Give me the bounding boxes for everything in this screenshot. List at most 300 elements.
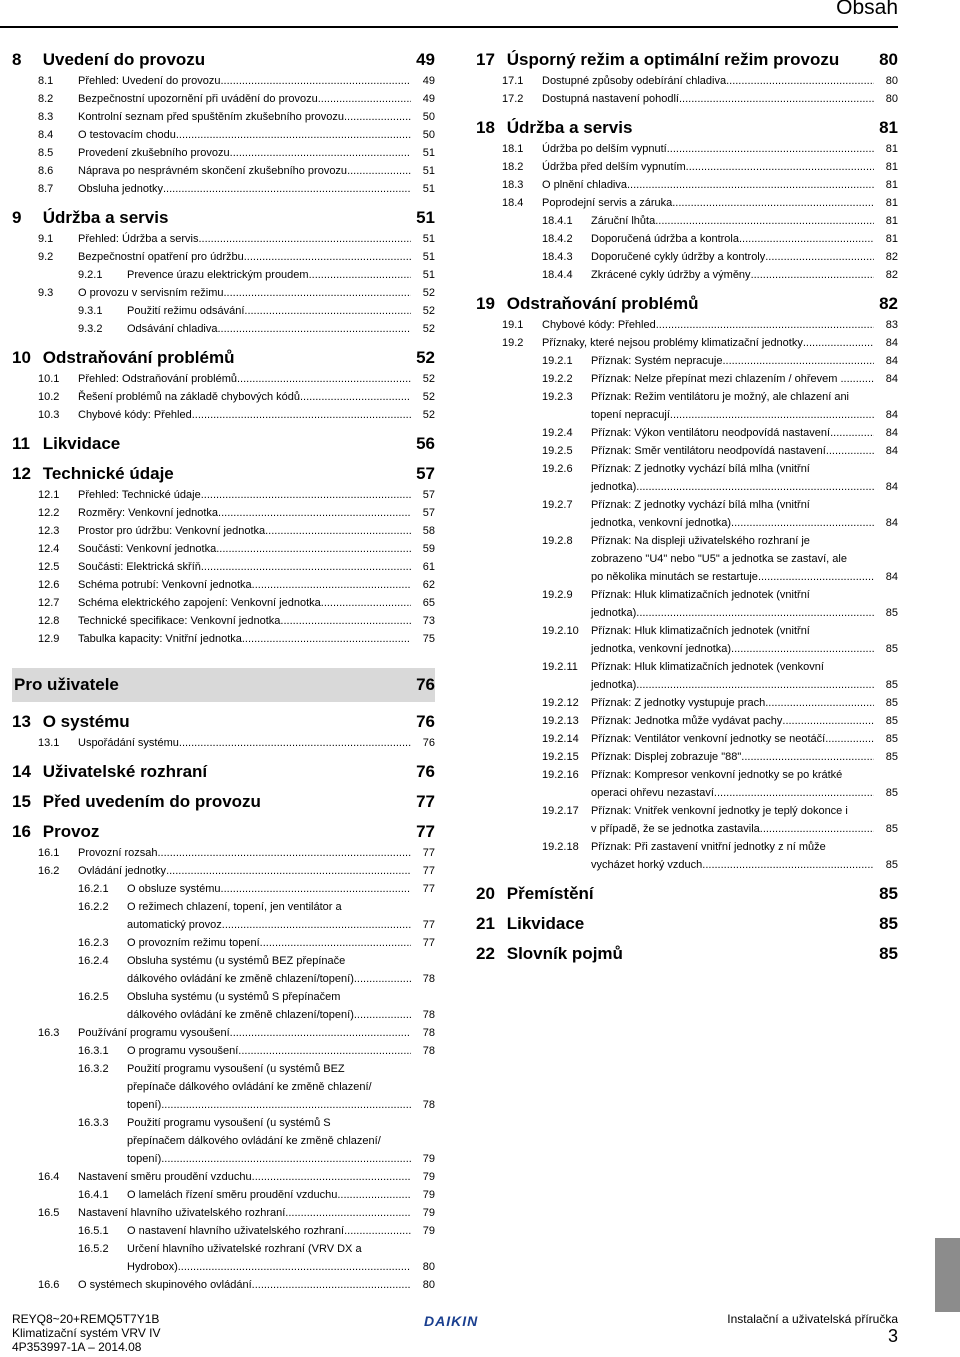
toc-chapter[interactable]	[12, 792, 435, 812]
toc-chapter-title: O systému	[42, 712, 130, 731]
toc-entry-number: 12.6	[38, 579, 60, 591]
toc-chapter[interactable]	[476, 294, 898, 314]
toc-page-number: 85	[885, 697, 898, 709]
toc-entry-body	[127, 952, 435, 988]
toc-entry-number: 19.2	[502, 337, 524, 349]
toc-entry-title: O testovacím chodu	[78, 129, 176, 141]
toc-entry[interactable]	[12, 1168, 435, 1186]
toc-entry[interactable]	[476, 748, 898, 766]
toc-entry-body	[127, 1042, 435, 1060]
toc-entry-number: 9.2.1	[78, 269, 103, 281]
toc-entry-number: 16.2.1	[78, 883, 109, 895]
toc-page-number: 77	[422, 919, 435, 931]
toc-entry-number: 19.2.2	[542, 373, 573, 385]
toc-entry-title: Tabulka kapacity: Vnitřní jednotka	[78, 633, 242, 645]
toc-entry-number: 18.2	[502, 161, 524, 173]
toc-page-number: 85	[885, 679, 898, 691]
toc-entry[interactable]	[12, 162, 435, 180]
toc-entry[interactable]	[12, 284, 435, 302]
toc-entry-body	[542, 90, 898, 108]
toc-entry-title: dálkového ovládání ke změně chlazení/topení)	[127, 973, 354, 985]
toc-entry-title: Uspořádání systému	[78, 737, 179, 749]
toc-chapter[interactable]	[476, 914, 898, 934]
toc-entry[interactable]	[12, 1204, 435, 1222]
toc-page-number: 81	[885, 197, 898, 209]
toc-chapter[interactable]	[12, 348, 435, 368]
dot-leader	[192, 406, 411, 424]
toc-entry-body	[542, 158, 898, 176]
dot-leader	[739, 230, 874, 248]
toc-chapter-heading	[14, 668, 119, 702]
toc-entry[interactable]	[12, 1276, 435, 1294]
footer-system: Klimatizační systém VRV IV	[12, 1326, 161, 1340]
toc-entry[interactable]	[12, 594, 435, 612]
toc-entry-body	[542, 194, 898, 212]
toc-entry-number: 16.3.1	[78, 1045, 109, 1057]
toc-entry-number: 19.2.18	[542, 841, 579, 853]
toc-entry-number: 10.2	[38, 391, 60, 403]
toc-entry[interactable]	[12, 72, 435, 90]
toc-entry[interactable]	[12, 952, 435, 988]
toc-page-number: 81	[885, 233, 898, 245]
dot-leader	[252, 1168, 411, 1186]
toc-entry-body	[591, 212, 898, 230]
toc-entry-line	[127, 970, 435, 988]
toc-entry-line: Obsluha systému (u systémů S přepínačem	[127, 991, 341, 1003]
toc-entry[interactable]	[12, 612, 435, 630]
toc-entry-body	[127, 1240, 435, 1276]
toc-entry-body	[78, 180, 435, 198]
toc-entry[interactable]	[12, 576, 435, 594]
toc-entry[interactable]	[476, 176, 898, 194]
dot-leader	[157, 844, 411, 862]
toc-entry-line	[591, 568, 898, 586]
toc-entry-title: topení)	[127, 1099, 162, 1111]
toc-entry-title: jednotka)	[591, 679, 637, 691]
toc-chapter-number: 8	[12, 50, 22, 69]
toc-entry-title: Doporučené cykly údržby a kontroly	[591, 251, 766, 263]
toc-page-number: 52	[422, 305, 435, 317]
toc-entry[interactable]	[12, 302, 435, 320]
toc-page-number: 84	[885, 427, 898, 439]
toc-entry[interactable]	[476, 838, 898, 874]
toc-entry-body	[78, 230, 435, 248]
toc-entry[interactable]	[476, 622, 898, 658]
toc-entry-body	[591, 370, 898, 388]
dot-leader	[163, 180, 411, 198]
toc-entry-number: 12.1	[38, 489, 60, 501]
toc-chapter-number: 14	[12, 762, 31, 781]
toc-entry-number: 16.3.2	[78, 1063, 109, 1075]
toc-page-number: 73	[422, 615, 435, 627]
toc-entry-body	[78, 486, 435, 504]
toc-entry-body	[127, 266, 435, 284]
toc-entry-title: Technické specifikace: Venkovní jednotka	[78, 615, 281, 627]
toc-page-number: 76	[422, 737, 435, 749]
toc-page-number: 84	[885, 571, 898, 583]
toc-entry-number: 8.7	[38, 183, 54, 195]
toc-entry-title: Bezpečnostní upozornění při uvádění do provozu	[78, 93, 318, 105]
toc-entry[interactable]	[12, 266, 435, 284]
toc-entry-body	[78, 734, 435, 752]
toc-entry[interactable]	[476, 730, 898, 748]
toc-chapter-title: Uvedení do provozu	[42, 50, 206, 69]
toc-entry[interactable]	[12, 388, 435, 406]
dot-leader	[826, 442, 874, 460]
dot-leader	[765, 248, 874, 266]
toc-entry[interactable]	[476, 424, 898, 442]
dot-leader	[230, 144, 411, 162]
toc-entry-number: 19.2.16	[542, 769, 579, 781]
dot-leader	[198, 230, 411, 248]
toc-entry[interactable]	[476, 230, 898, 248]
dot-leader	[179, 734, 411, 752]
toc-entry-body	[78, 284, 435, 302]
toc-entry-number: 18.3	[502, 179, 524, 191]
toc-entry-body	[78, 108, 435, 126]
toc-page-number: 79	[422, 1207, 435, 1219]
toc-chapter-heading	[476, 294, 698, 314]
dot-leader	[161, 1150, 411, 1168]
toc-entry[interactable]	[476, 442, 898, 460]
toc-entry-title: vycházet horký vzduch	[591, 859, 703, 871]
toc-entry-line: Příznak: Při zastavení vnitřní jednotky z ní může	[591, 841, 826, 853]
toc-page-number: 79	[422, 1171, 435, 1183]
toc-page-number: 50	[422, 129, 435, 141]
toc-entry-number: 16.2.4	[78, 955, 109, 967]
toc-entry-body	[591, 424, 898, 442]
toc-entry-body	[78, 1276, 435, 1294]
toc-entry[interactable]	[12, 1042, 435, 1060]
dot-leader	[344, 1222, 411, 1240]
toc-entry-title: Příznak: Výkon ventilátoru neodpovídá nastavení	[591, 427, 831, 439]
toc-entry-line	[591, 784, 898, 802]
toc-entry[interactable]	[12, 1024, 435, 1042]
toc-entry-body	[542, 334, 898, 352]
toc-entry-line: Určení hlavního uživatelské rozhraní (VRV DX a	[127, 1243, 362, 1255]
toc-entry[interactable]	[476, 90, 898, 108]
dot-leader	[679, 90, 874, 108]
toc-chapter[interactable]	[12, 208, 435, 228]
toc-entry-title: jednotka)	[591, 607, 637, 619]
toc-page-number: 49	[416, 50, 435, 69]
toc-entry[interactable]	[476, 352, 898, 370]
toc-page-number: 85	[879, 944, 898, 963]
toc-chapter-heading	[476, 118, 632, 138]
toc-entry[interactable]	[12, 230, 435, 248]
toc-entry[interactable]	[12, 880, 435, 898]
toc-entry-title: automatický provoz	[127, 919, 222, 931]
toc-entry[interactable]	[476, 266, 898, 284]
toc-entry[interactable]	[12, 862, 435, 880]
toc-page-number: 51	[422, 183, 435, 195]
toc-entry[interactable]	[12, 108, 435, 126]
toc-page-number: 81	[885, 143, 898, 155]
dot-leader	[722, 352, 874, 370]
toc-entry[interactable]	[476, 388, 898, 424]
toc-entry[interactable]	[12, 630, 435, 648]
toc-page-number: 82	[885, 269, 898, 281]
toc-entry-number: 16.2.3	[78, 937, 109, 949]
dot-leader	[731, 640, 874, 658]
toc-entry-line	[127, 1150, 435, 1168]
toc-chapter[interactable]	[476, 944, 898, 964]
dot-leader	[686, 158, 874, 176]
toc-entry-line	[591, 406, 898, 424]
dot-leader	[347, 162, 411, 180]
toc-entry-title: Nastavení směru proudění vzduchu	[78, 1171, 252, 1183]
toc-page-number: 79	[422, 1225, 435, 1237]
toc-page-number: 78	[422, 1045, 435, 1057]
toc-entry-title: O systémech skupinového ovládání	[78, 1279, 252, 1291]
toc-page-number: 51	[422, 165, 435, 177]
dot-leader	[238, 1042, 411, 1060]
dot-leader	[672, 194, 874, 212]
part-banner[interactable]	[12, 668, 435, 702]
toc-entry-title: Dostupné způsoby odebírání chladiva	[542, 75, 727, 87]
toc-entry[interactable]	[476, 72, 898, 90]
toc-chapter-number: 19	[476, 294, 495, 313]
toc-entry-title: O programu vysoušení	[127, 1045, 239, 1057]
toc-entry[interactable]	[12, 1222, 435, 1240]
toc-entry-title: Bezpečnostní opatření pro údržbu	[78, 251, 244, 263]
toc-chapter[interactable]	[12, 50, 435, 70]
toc-entry-title: O obsluze systému	[127, 883, 221, 895]
toc-entry[interactable]	[476, 140, 898, 158]
toc-entry[interactable]	[12, 522, 435, 540]
toc-entry-number: 12.3	[38, 525, 60, 537]
toc-entry-body	[78, 248, 435, 266]
dot-leader	[667, 140, 874, 158]
toc-entry-body	[591, 266, 898, 284]
toc-entry-body	[127, 898, 435, 934]
toc-entry-number: 9.2	[38, 251, 54, 263]
toc-chapter[interactable]	[476, 50, 898, 70]
toc-page-number: 77	[416, 792, 435, 811]
toc-chapter-title: Likvidace	[506, 914, 585, 933]
toc-chapter[interactable]	[476, 884, 898, 904]
toc-entry-line: Příznak: Hluk klimatizačních jednotek (venkovní	[591, 661, 824, 673]
toc-entry-number: 9.3.2	[78, 323, 103, 335]
toc-entry[interactable]	[12, 320, 435, 338]
dot-leader	[636, 478, 874, 496]
toc-entry-line: Použití programu vysoušení (u systémů S	[127, 1117, 331, 1129]
toc-entry[interactable]	[476, 496, 898, 532]
toc-entry[interactable]	[12, 988, 435, 1024]
toc-entry[interactable]	[12, 486, 435, 504]
toc-entry[interactable]	[476, 316, 898, 334]
toc-entry-title: Řešení problémů na základě chybových kódů	[78, 391, 300, 403]
toc-chapter-number: 17	[476, 50, 495, 69]
toc-entry-number: 16.1	[38, 847, 60, 859]
toc-entry[interactable]	[12, 248, 435, 266]
toc-chapter-title: Slovník pojmů	[506, 944, 623, 963]
toc-entry-number: 19.2.6	[542, 463, 573, 475]
toc-chapter[interactable]	[12, 434, 435, 454]
toc-entry[interactable]	[476, 194, 898, 212]
dot-leader	[230, 1024, 411, 1042]
dot-leader	[670, 406, 874, 424]
toc-entry-title: Doporučená údržba a kontrola	[591, 233, 739, 245]
toc-entry-body	[542, 140, 898, 158]
toc-entry-body	[591, 838, 898, 874]
toc-entry-body	[591, 766, 898, 802]
toc-entry-number: 19.2.10	[542, 625, 579, 637]
toc-chapter-heading	[12, 208, 168, 228]
toc-entry[interactable]	[12, 934, 435, 952]
toc-entry[interactable]	[12, 1186, 435, 1204]
toc-entry-number: 16.2.5	[78, 991, 109, 1003]
toc-entry-body	[591, 802, 898, 838]
toc-chapter-title: Úsporný režim a optimální režim provozu	[506, 50, 840, 69]
toc-entry-body	[591, 730, 898, 748]
toc-page-number: 59	[422, 543, 435, 555]
toc-entry[interactable]	[12, 844, 435, 862]
toc-entry-number: 12.9	[38, 633, 60, 645]
toc-entry[interactable]	[12, 1114, 435, 1168]
toc-entry[interactable]	[12, 370, 435, 388]
toc-entry-title: Příznak: Systém nepracuje	[591, 355, 723, 367]
toc-entry-body	[127, 302, 435, 320]
toc-chapter-number: 11	[12, 434, 30, 453]
toc-entry[interactable]	[12, 1240, 435, 1276]
toc-chapter[interactable]	[12, 464, 435, 484]
toc-page-number: 57	[422, 489, 435, 501]
toc-entry-number: 19.2.7	[542, 499, 573, 511]
toc-chapter[interactable]	[476, 118, 898, 138]
toc-entry[interactable]	[12, 504, 435, 522]
toc-entry-line: Příznak: Hluk klimatizačních jednotek (vnitřní	[591, 589, 810, 601]
toc-entry[interactable]	[476, 802, 898, 838]
dot-leader	[726, 72, 874, 90]
toc-entry-line: Obsluha systému (u systémů BEZ přepínače	[127, 955, 346, 967]
toc-entry-number: 16.5	[38, 1207, 60, 1219]
toc-entry-title: Prevence úrazu elektrickým proudem.	[127, 269, 312, 281]
toc-entry-number: 9.1	[38, 233, 54, 245]
toc-entry-title: Přehled: Technické údaje	[78, 489, 201, 501]
toc-page-number: 85	[885, 859, 898, 871]
toc-chapter[interactable]	[12, 712, 435, 732]
toc-page-number: 77	[416, 822, 435, 841]
toc-entry-title: Obsluha jednotky	[78, 183, 163, 195]
toc-entry[interactable]	[476, 586, 898, 622]
toc-chapter[interactable]	[12, 822, 435, 842]
toc-entry-body	[127, 320, 435, 338]
toc-entry-number: 13.1	[38, 737, 60, 749]
toc-entry[interactable]	[476, 460, 898, 496]
dot-leader	[244, 248, 411, 266]
toc-chapter-heading	[476, 944, 623, 964]
toc-entry-title: Provedení zkušebního provozu	[78, 147, 230, 159]
toc-entry[interactable]	[476, 334, 898, 352]
toc-page-number: 78	[422, 1009, 435, 1021]
toc-entry[interactable]	[12, 180, 435, 198]
toc-chapter-heading	[12, 348, 234, 368]
toc-entry-number: 10.3	[38, 409, 60, 421]
toc-page-number: 77	[422, 937, 435, 949]
toc-chapter[interactable]	[12, 762, 435, 782]
toc-entry[interactable]	[12, 558, 435, 576]
toc-entry-body	[78, 1168, 435, 1186]
toc-entry-title: Přehled: Uvedení do provozu	[78, 75, 221, 87]
toc-page-number: 76	[416, 762, 435, 781]
toc-entry-body	[127, 988, 435, 1024]
dot-leader	[758, 568, 874, 586]
toc-entry[interactable]	[476, 212, 898, 230]
toc-entry[interactable]	[12, 144, 435, 162]
toc-entry-title: Schéma potrubí: Venkovní jednotka	[78, 579, 252, 591]
toc-entry[interactable]	[476, 712, 898, 730]
toc-chapter-title: Údržba a servis	[42, 208, 169, 227]
toc-entry-title: Příznaky, které nejsou problémy klimatizační jednotky	[542, 337, 803, 349]
toc-entry-title: Zkrácené cykly údržby a výměny	[591, 269, 751, 281]
toc-entry-body	[78, 90, 435, 108]
toc-entry-number: 8.1	[38, 75, 54, 87]
toc-entry-body	[591, 248, 898, 266]
toc-page-number: 52	[422, 287, 435, 299]
toc-entry[interactable]	[476, 532, 898, 586]
toc-entry-number: 8.4	[38, 129, 54, 141]
toc-page-number: 78	[422, 1027, 435, 1039]
toc-entry[interactable]	[476, 248, 898, 266]
toc-entry-line: Použití programu vysoušení (u systémů BEZ	[127, 1063, 345, 1075]
toc-chapter-heading	[12, 464, 174, 484]
footer-model: REYQ8~20+REMQ5T7Y1B	[12, 1312, 160, 1326]
toc-entry-title: Údržba před delším vypnutím	[542, 161, 686, 173]
toc-entry-title: Schéma elektrického zapojení: Venkovní jednotka	[78, 597, 321, 609]
page-number: 3	[887, 1326, 898, 1346]
toc-page-number: 85	[885, 787, 898, 799]
toc-entry[interactable]	[476, 694, 898, 712]
toc-entry-number: 18.4.2	[542, 233, 573, 245]
toc-entry-title: Kontrolní seznam před spuštěním zkušebního provozu	[78, 111, 344, 123]
toc-entry[interactable]	[12, 734, 435, 752]
toc-entry[interactable]	[12, 126, 435, 144]
toc-entry-title: Provozní rozsah	[78, 847, 158, 859]
toc-entry[interactable]	[12, 898, 435, 934]
dot-leader	[847, 370, 874, 388]
toc-page-number: 50	[422, 111, 435, 123]
toc-page-number: 76	[416, 675, 435, 694]
toc-entry-body	[78, 1204, 435, 1222]
toc-entry-number: 16.5.2	[78, 1243, 109, 1255]
toc-entry-number: 12.7	[38, 597, 60, 609]
toc-entry[interactable]	[476, 158, 898, 176]
toc-chapter-heading	[12, 792, 261, 812]
dot-leader	[636, 604, 874, 622]
toc-entry-number: 18.4	[502, 197, 524, 209]
toc-entry-body	[591, 352, 898, 370]
toc-entry-body	[78, 522, 435, 540]
toc-entry[interactable]	[12, 540, 435, 558]
toc-entry[interactable]	[476, 658, 898, 694]
toc-entry[interactable]	[12, 90, 435, 108]
dot-leader	[627, 176, 874, 194]
toc-entry-title: topení nepracují	[591, 409, 670, 421]
toc-entry-body	[78, 540, 435, 558]
toc-entry[interactable]	[476, 766, 898, 802]
toc-entry[interactable]	[12, 406, 435, 424]
toc-page-number: 51	[422, 147, 435, 159]
toc-entry[interactable]	[12, 1060, 435, 1114]
toc-entry-number: 17.2	[502, 93, 524, 105]
toc-chapter-heading	[12, 434, 120, 454]
toc-entry-title: jednotka, venkovní jednotka)	[591, 517, 732, 529]
toc-entry-body	[78, 630, 435, 648]
toc-entry-number: 16.5.1	[78, 1225, 109, 1237]
toc-entry[interactable]	[476, 370, 898, 388]
toc-entry-body	[542, 176, 898, 194]
